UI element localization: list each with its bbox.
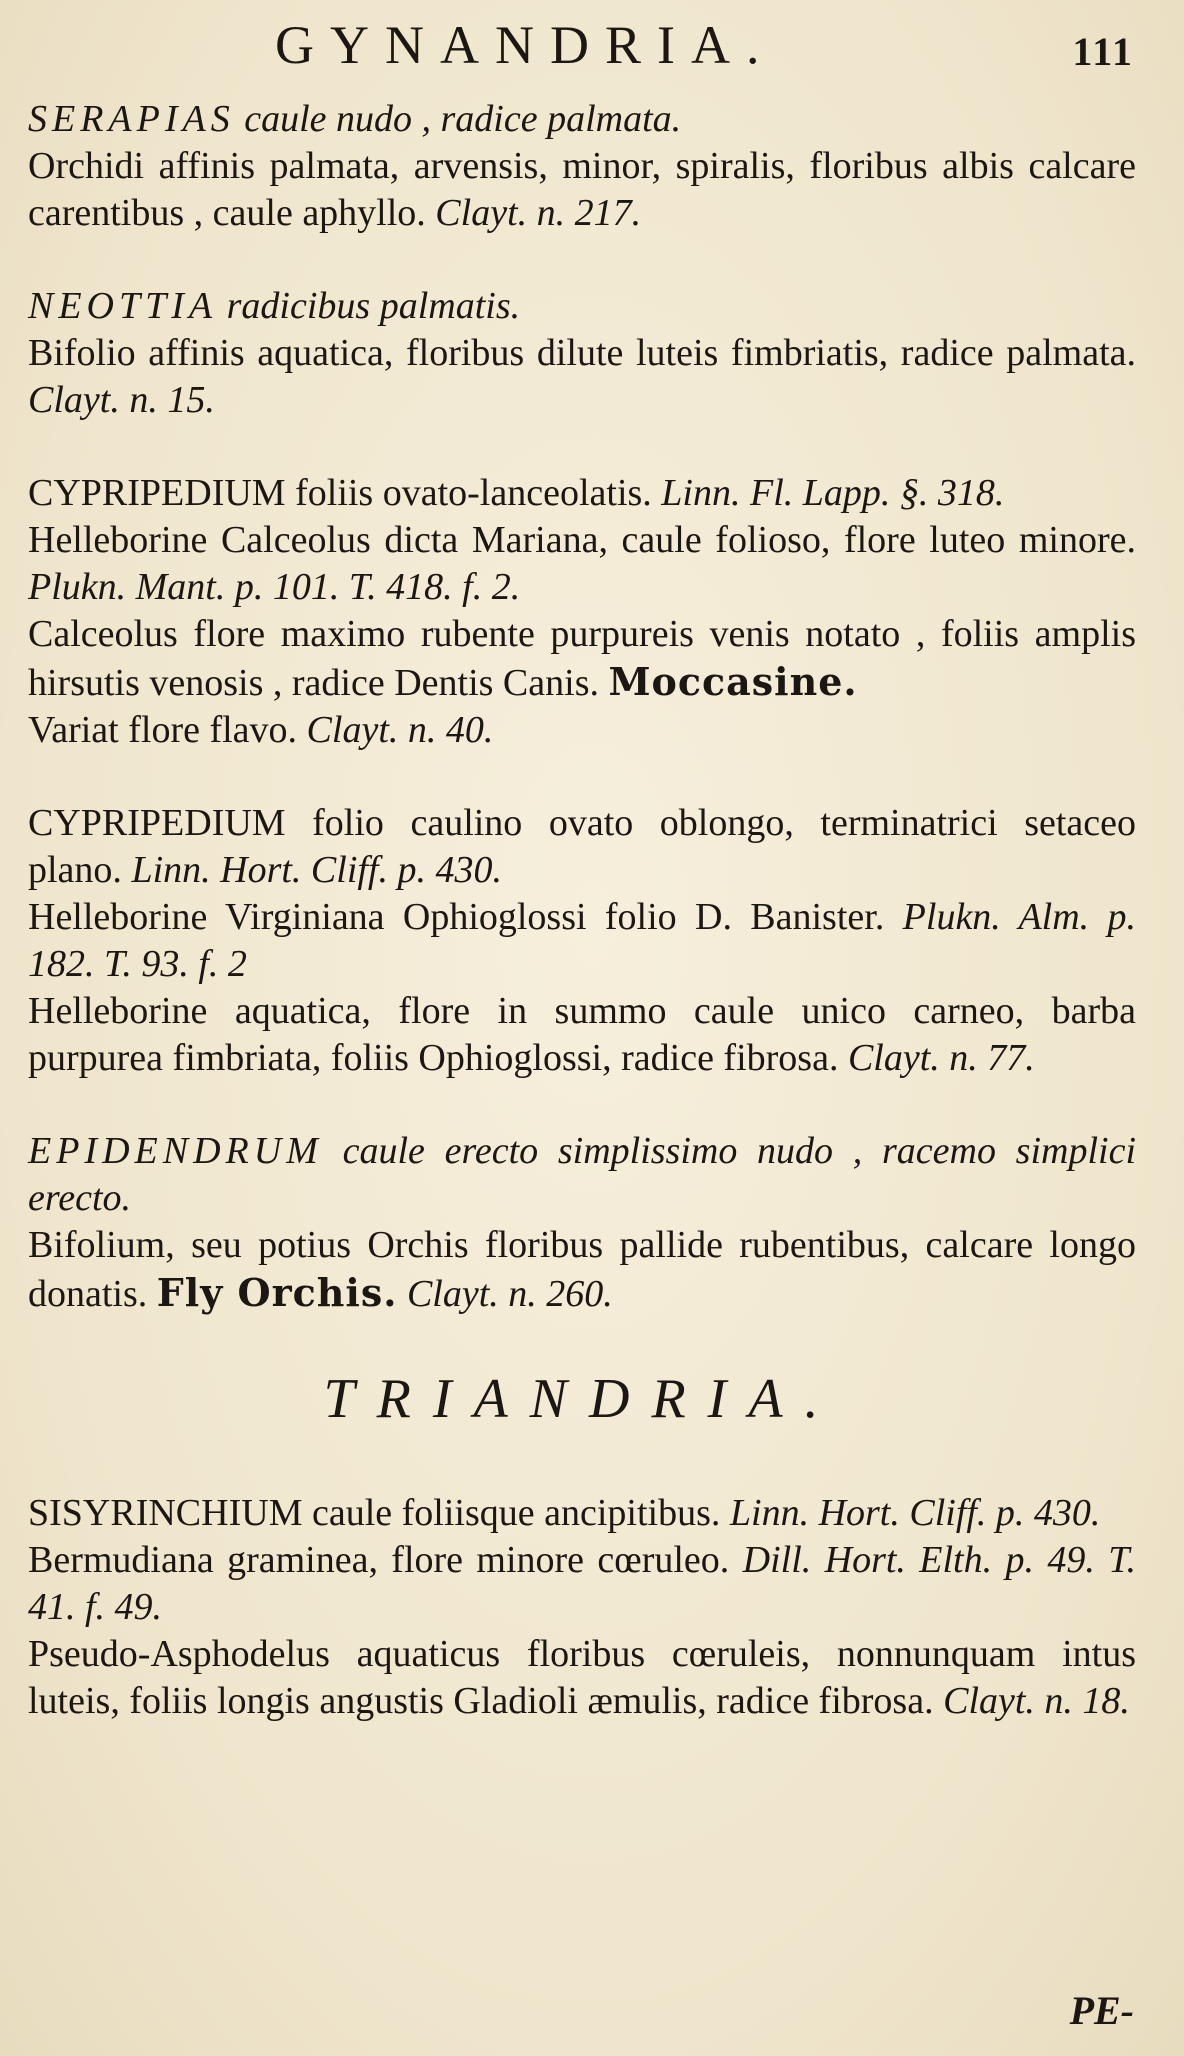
synonym-text: Pseudo-Asphodelus aquaticus floribus cœruleis, nonnunquam intus luteis, foliis longis angustis Gladioli æmulis, radice fibrosa. bbox=[28, 1633, 1136, 1722]
entry-cypripedium-1 bbox=[28, 470, 1136, 754]
synonym bbox=[28, 1631, 1136, 1725]
genus-name: CYPRIPEDIUM bbox=[28, 802, 286, 844]
genus-name: SERAPIAS bbox=[28, 98, 235, 140]
diagnosis: foliis ovato-lanceolatis. bbox=[295, 472, 652, 514]
page-number: 111 bbox=[1072, 29, 1134, 74]
citation: Clayt. n. 18. bbox=[943, 1680, 1130, 1722]
synonym bbox=[28, 330, 1136, 424]
synonym bbox=[28, 143, 1136, 237]
synonym-text: Bifolium, seu potius Orchis floribus pallide rubentibus, calcare longo donatis. bbox=[28, 1224, 1136, 1315]
running-title: GYNANDRIA. bbox=[275, 15, 776, 75]
diagnosis: radicibus palmatis. bbox=[226, 285, 521, 327]
citation: Plukn. Alm. p. 182. T. 93. f. 2 bbox=[28, 896, 1136, 985]
genus-name: EPIDENDRUM bbox=[28, 1130, 323, 1172]
synonym-text: Helleborine Calceolus dicta Mariana, caule folioso, flore luteo minore. bbox=[28, 519, 1136, 561]
diagnosis: caule erecto simplissimo nudo , racemo simplici erecto. bbox=[28, 1130, 1137, 1219]
page-body bbox=[28, 96, 1136, 1771]
synonym bbox=[28, 1222, 1136, 1318]
citation: Clayt. n. 260. bbox=[406, 1273, 613, 1315]
synonym-text: Variat flore flavo. bbox=[28, 709, 298, 751]
citation: Clayt. n. 77. bbox=[847, 1037, 1035, 1079]
synonym bbox=[28, 988, 1136, 1082]
citation: Clayt. n. 40. bbox=[306, 709, 494, 751]
citation: Plukn. Mant. p. 101. T. 418. f. 2. bbox=[28, 566, 521, 608]
diagnosis: folio caulino ovato oblongo, terminatrici setaceo plano. bbox=[28, 802, 1137, 891]
synonym bbox=[28, 894, 1136, 988]
genus-name: NEOTTIA bbox=[28, 285, 218, 327]
diagnosis: caule nudo , radice palmata. bbox=[244, 98, 682, 140]
synonym-text: Bifolio affinis aquatica, floribus dilute luteis fimbriatis, radice palmata. bbox=[28, 332, 1136, 374]
entry-sisyrinchium bbox=[28, 1490, 1136, 1725]
genus-name: CYPRIPEDIUM bbox=[28, 472, 286, 514]
genus-name: SISYRINCHIUM bbox=[28, 1492, 303, 1534]
entry-cypripedium-2 bbox=[28, 800, 1136, 1082]
diagnosis: caule foliisque ancipitibus. bbox=[311, 1492, 721, 1534]
vernacular-name: Moccasine. bbox=[608, 659, 858, 704]
entry-headline bbox=[28, 1128, 1136, 1222]
catchword: PE- bbox=[1069, 1988, 1134, 2033]
entry-headline bbox=[28, 1490, 1136, 1537]
synonym bbox=[28, 611, 1136, 707]
entry-headline bbox=[28, 96, 1136, 143]
entry-serapias bbox=[28, 96, 1136, 237]
page-header bbox=[0, 10, 1184, 80]
synonym-text: Orchidi affinis palmata, arvensis, minor, spiralis, floribus albis calcare carentibus , caule aphyllo. bbox=[28, 145, 1136, 234]
diagnosis-citation: Linn. Hort. Cliff. p. 430. bbox=[131, 849, 502, 891]
citation: Clayt. n. 15. bbox=[28, 379, 215, 421]
vernacular-name: Fly Orchis. bbox=[156, 1270, 398, 1315]
citation: Dill. Hort. Elth. p. 49. T. 41. f. 49. bbox=[28, 1539, 1137, 1628]
entry-neottia bbox=[28, 283, 1136, 424]
entry-headline bbox=[28, 283, 1136, 330]
synonym bbox=[28, 707, 1136, 754]
section-heading: TRIANDRIA. bbox=[323, 1368, 841, 1430]
entry-epidendrum bbox=[28, 1128, 1136, 1318]
synonym bbox=[28, 1537, 1136, 1631]
entry-headline bbox=[28, 470, 1136, 517]
synonym-text: Calceolus flore maximo rubente purpureis venis notato , foliis amplis hirsutis venosis , radice Dentis Canis. bbox=[28, 613, 1136, 704]
diagnosis-citation: Linn. Hort. Cliff. p. 430. bbox=[729, 1492, 1101, 1534]
synonym-text: Bermudiana graminea, flore minore cœruleo. bbox=[28, 1539, 730, 1581]
synonym-text: Helleborine aquatica, flore in summo caule unico carneo, barba purpurea fimbriata, foliis Ophioglossi, radice fibrosa. bbox=[28, 990, 1136, 1079]
synonym bbox=[28, 517, 1136, 611]
entry-headline bbox=[28, 800, 1136, 894]
citation: Clayt. n. 217. bbox=[435, 192, 642, 234]
diagnosis-citation: Linn. Fl. Lapp. §. 318. bbox=[661, 472, 1005, 514]
synonym-text: Helleborine Virginiana Ophioglossi folio D. Banister. bbox=[28, 896, 885, 938]
